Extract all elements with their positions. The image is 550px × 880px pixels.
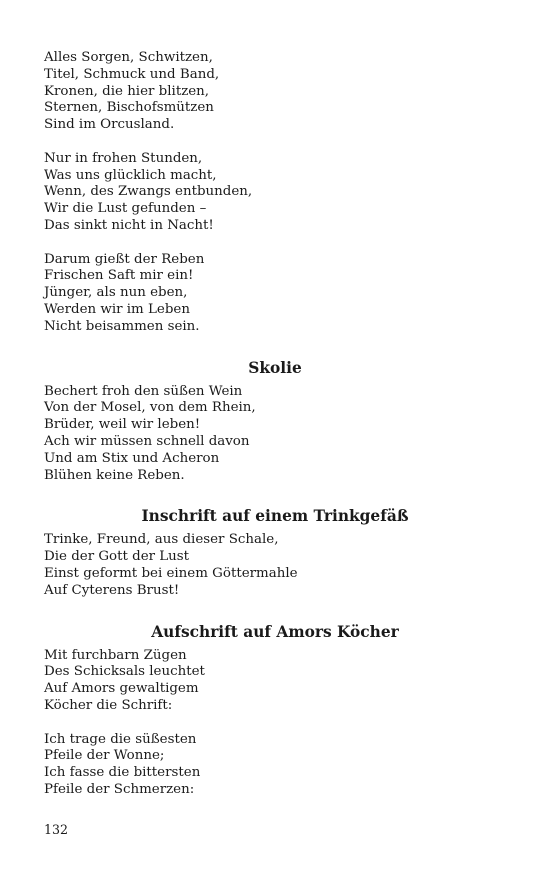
stanza	[44, 732, 506, 799]
verse-line: Wenn, des Zwangs entbunden,	[44, 184, 253, 200]
poem-title: Aufschrift auf Amors Köcher	[151, 622, 399, 641]
verse-line: Von der Mosel, von dem Rhein,	[44, 400, 256, 416]
verse-line: Werden wir im Leben	[44, 301, 190, 317]
verse-line: Pfeile der Schmerzen:	[44, 781, 195, 797]
verse-line: Frischen Saft mir ein!	[44, 268, 194, 284]
verse-line: Mit furchbarn Zügen	[44, 647, 187, 663]
stanza	[44, 384, 506, 485]
verse-line: Alles Sorgen, Schwitzen,	[44, 50, 213, 65]
stanza-gap	[44, 134, 506, 151]
verse-line: Auf Cyterens Brust!	[44, 582, 180, 598]
verse-line: Titel, Schmuck und Band,	[44, 66, 220, 82]
page-number: 132	[44, 822, 69, 837]
verse-line: Ach wir müssen schnell davon	[44, 433, 250, 449]
stanza	[44, 648, 506, 715]
verse-line: Des Schicksals leuchtet	[44, 664, 205, 680]
stanza	[44, 532, 506, 599]
verse-line: Nur in frohen Stunden,	[44, 150, 203, 166]
verse-line: Pfeile der Wonne;	[44, 748, 165, 764]
verse-line: Sind im Orcusland.	[44, 117, 175, 133]
poem-title: Skolie	[248, 358, 302, 377]
verse-line: Wir die Lust gefunden –	[44, 201, 207, 217]
verse-line: Und am Stix und Acheron	[44, 450, 220, 466]
poem-title: Inschrift auf einem Trinkgefäß	[141, 507, 409, 526]
verse-line: Einst geformt bei einem Göttermahle	[44, 565, 298, 581]
poem-skolie	[44, 358, 506, 485]
stanza-gap	[44, 235, 506, 252]
verse-line: Auf Amors gewaltigem	[44, 681, 199, 697]
verse-line: Darum gießt der Reben	[44, 251, 205, 267]
verse-line: Das sinkt nicht in Nacht!	[44, 217, 214, 233]
verse-line: Die der Gott der Lust	[44, 549, 190, 565]
poem-continuation	[44, 50, 506, 336]
verse-line: Blühen keine Reben.	[44, 467, 185, 483]
stanza	[44, 50, 506, 134]
verse-line: Kronen, die hier blitzen,	[44, 83, 210, 99]
verse-line: Bechert froh den süßen Wein	[44, 383, 243, 399]
poem-inschrift	[44, 506, 506, 599]
verse-line: Brüder, weil wir leben!	[44, 417, 201, 433]
stanza	[44, 151, 506, 235]
verse-line: Sternen, Bischofsmützen	[44, 100, 214, 116]
page-content	[44, 50, 506, 799]
verse-line: Nicht beisammen sein.	[44, 318, 200, 334]
verse-line: Jünger, als nun eben,	[44, 285, 188, 301]
verse-line: Was uns glücklich macht,	[44, 167, 217, 183]
verse-line: Ich trage die süßesten	[44, 731, 197, 747]
verse-line: Trinke, Freund, aus dieser Schale,	[44, 532, 279, 548]
verse-line: Ich fasse die bittersten	[44, 765, 201, 781]
poem-aufschrift	[44, 622, 506, 799]
stanza	[44, 252, 506, 336]
verse-line: Köcher die Schrift:	[44, 697, 173, 713]
stanza-gap	[44, 715, 506, 732]
